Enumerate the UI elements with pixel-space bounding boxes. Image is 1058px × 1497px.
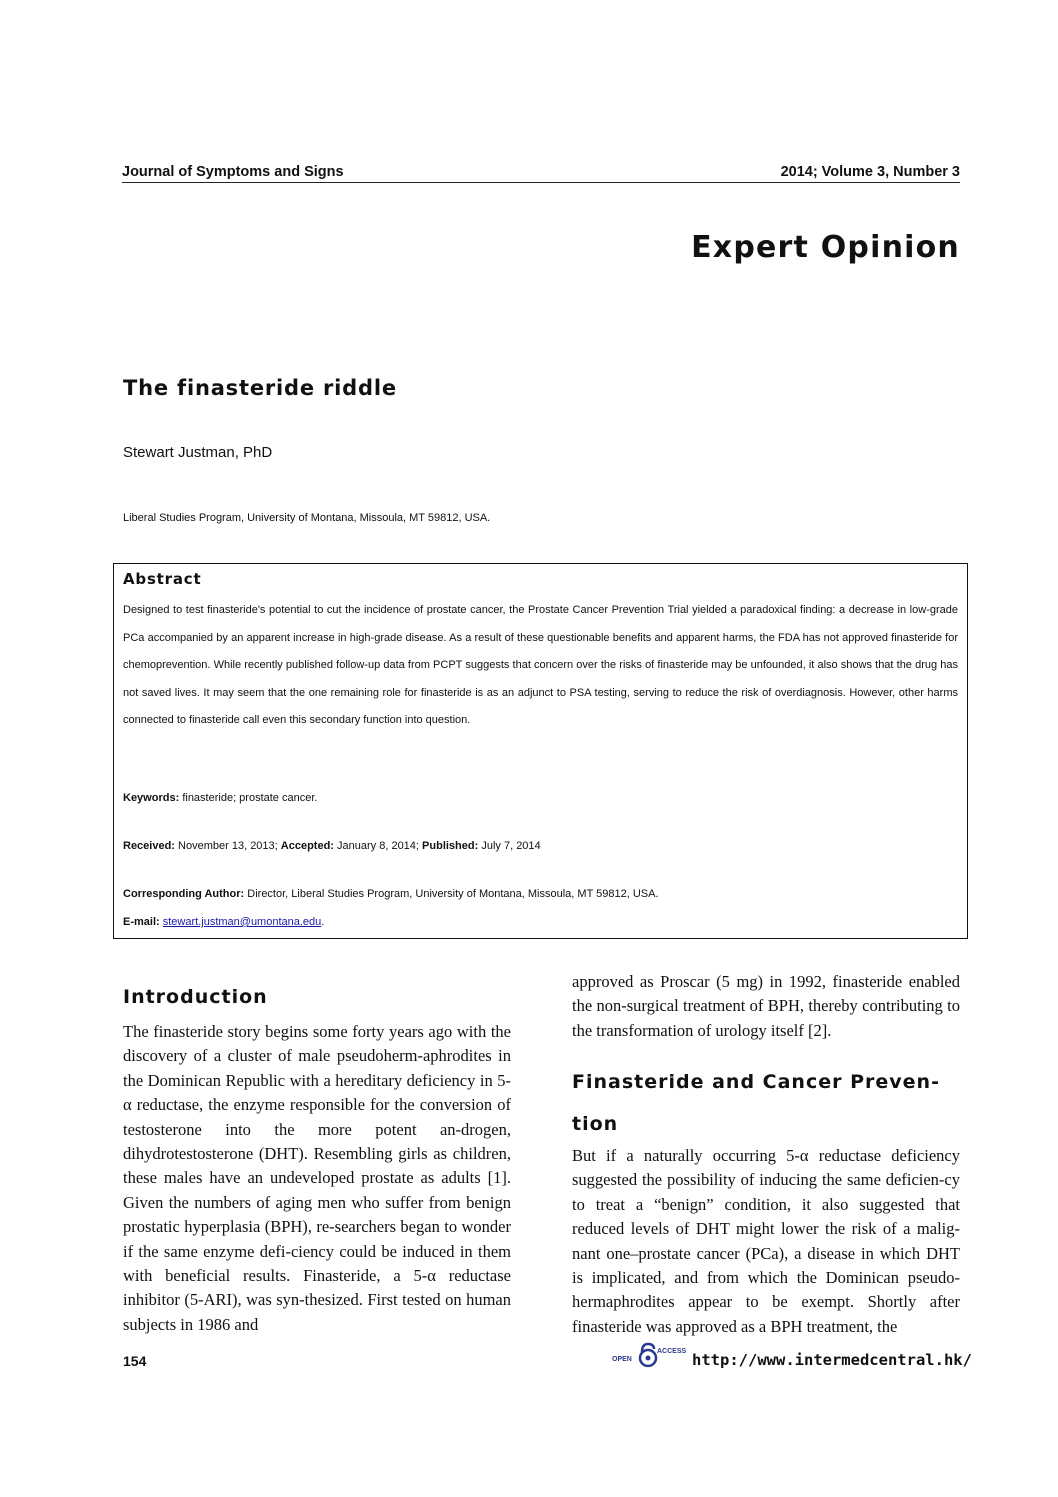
author-affiliation: Liberal Studies Program, University of Montana, Missoula, MT 59812, USA. (123, 512, 491, 524)
email-line (123, 916, 324, 928)
lock-keyhole-icon (646, 1356, 651, 1361)
email-link[interactable]: stewart.justman@umontana.edu (162, 916, 322, 928)
oa-access-text: ACCESS (657, 1348, 687, 1355)
corresponding-label: Corresponding Author: (123, 888, 245, 900)
journal-header-bar (122, 162, 960, 183)
right-column-continued-text: approved as Proscar (5 mg) in 1992, finasteride enabled the non-surgical treatment of BPH, thereby contributing to the transformation of urology itself [2]. (572, 972, 960, 1040)
published-label: Published: (422, 840, 479, 852)
introduction-text: The finasteride story begins some forty years ago with the discovery of a cluster of male pseudoherm-aphrodites in the Dominican Republic with a hereditary deficiency in 5-α reductase, the enzyme responsible for the conversion of testosterone into the more potent an-drogen, dihydrotestosterone (DHT). Resembling girls as children, these males have an undeveloped prostate as adults [1]. Given the numbers of aging men who suffer from benign prostatic hyperplasia (BPH), re-searchers began to wonder if the same enzyme defi-ciency could be induced in them with beneficial results. Finasteride, a 5-α reductase inhibitor (5-ARI), was syn-thesized. First tested on human subjects in 1986 and (123, 1022, 511, 1334)
journal-issue: 2014; Volume 3, Number 3 (780, 164, 960, 180)
keywords-line (123, 792, 317, 804)
keywords-label: Keywords: (123, 792, 180, 804)
corresponding-value: Director, Liberal Studies Program, University of Montana, Missoula, MT 59812, USA. (247, 888, 659, 900)
prevention-text: But if a naturally occurring 5-α reductase deficiency suggested the possibility of inducing the same deficien-cy to treat a “benign” condition, it also suggested that reduced levels of DHT might lower the risk of a malig-nant one–prostate cancer (PCa), a disease in which DHT is implicated, and from which the Dominican pseudo-hermaphrodites appear to be exempt. Shortly after finasteride was approved as a BPH treatment, the (572, 1146, 960, 1336)
abstract-box (113, 563, 968, 939)
prevention-heading: Finasteride and Cancer Preven-tion (572, 1071, 940, 1135)
dates-line (123, 840, 541, 852)
oa-open-text: OPEN (612, 1356, 632, 1363)
accepted-date: January 8, 2014; (337, 840, 419, 852)
keywords-value: finasteride; prostate cancer. (182, 792, 318, 804)
open-access-logo (612, 1341, 692, 1371)
article-title: The finasteride riddle (123, 376, 397, 400)
footer-url[interactable]: http://www.intermedcentral.hk/ (692, 1351, 972, 1369)
abstract-text: Designed to test finasteride's potential to cut the incidence of prostate cancer, the Prostate Cancer Prevention Trial yielded a paradoxical finding: a decrease in low-grade PCa accompanied by an apparent increase in high-grade disease. As a result of these questionable benefits and apparent harms, the FDA has not approved finasteride for chemoprevention. While recently published follow-up data from PCPT suggests that concern over the risks of finasteride may be unfounded, it also shows that the drug has not saved lives. It may seem that the one remaining role for finasteride is as an adjunct to PSA testing, serving to reduce the risk of overdiagnosis. However, other harms connected to finasteride call even this secondary function into question. (123, 604, 958, 726)
page-number: 154 (123, 1353, 147, 1369)
email-label: E-mail: (123, 916, 160, 928)
article-author: Stewart Justman, PhD (123, 444, 273, 461)
article-type: Expert Opinion (691, 230, 960, 265)
corresponding-line (123, 888, 659, 900)
journal-name: Journal of Symptoms and Signs (122, 164, 344, 180)
abstract-heading: Abstract (123, 570, 202, 588)
email-suffix: . (321, 916, 325, 928)
accepted-label: Accepted: (280, 840, 334, 852)
introduction-heading: Introduction (123, 986, 268, 1008)
published-date: July 7, 2014 (481, 840, 541, 852)
received-date: November 13, 2013; (178, 840, 278, 852)
received-label: Received: (123, 840, 175, 852)
